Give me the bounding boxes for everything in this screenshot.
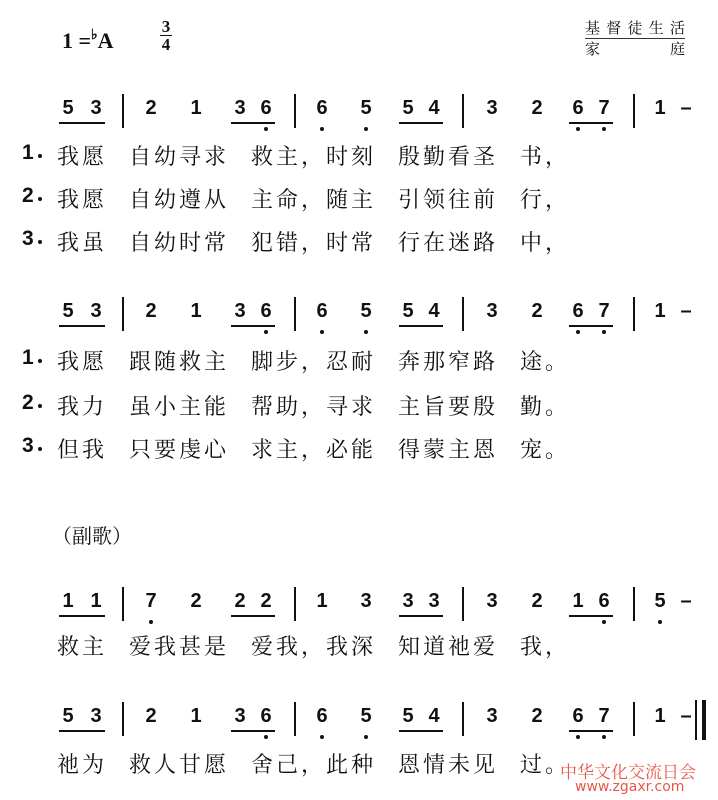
note: 7	[598, 705, 610, 727]
note: 3	[428, 590, 440, 612]
note: 5	[62, 705, 74, 727]
note: 5	[402, 97, 414, 119]
eighth-beam	[231, 615, 275, 617]
barline	[633, 702, 635, 736]
note: –	[680, 705, 692, 727]
source-credit: 基督徒生活 家 庭	[585, 19, 685, 58]
refrain-label: （副歌）	[52, 524, 132, 548]
barline	[122, 94, 124, 128]
note: 6	[572, 300, 584, 322]
note: 7	[598, 300, 610, 322]
barline	[122, 297, 124, 331]
eighth-beam	[569, 730, 613, 732]
note: 3	[360, 590, 372, 612]
octave-dot	[320, 330, 324, 334]
barline	[294, 702, 296, 736]
note: 3	[486, 590, 498, 612]
verse-number-dot	[38, 154, 42, 158]
note: 2	[531, 300, 543, 322]
note: 6	[260, 705, 272, 727]
lyric-line: 祂为 救人甘愿 舍己，此种 恩情未见 过。	[57, 753, 570, 778]
note: 5	[62, 97, 74, 119]
eighth-beam	[399, 615, 443, 617]
note: 3	[402, 590, 414, 612]
octave-dot	[264, 735, 268, 739]
verse-number: 3	[22, 227, 34, 250]
note: 5	[360, 300, 372, 322]
barline	[294, 94, 296, 128]
note: 3	[234, 97, 246, 119]
time-signature: 3 4	[161, 17, 171, 54]
verse-number-dot	[38, 240, 42, 244]
barline	[633, 297, 635, 331]
note: –	[680, 300, 692, 322]
lyric-line: 我愿 自幼遵从 主命，随主 引领往前 行，	[57, 188, 570, 213]
note: 5	[360, 705, 372, 727]
verse-number: 3	[22, 434, 34, 457]
note: 6	[316, 97, 328, 119]
note: 6	[260, 300, 272, 322]
verse-number-dot	[38, 404, 42, 408]
note: 5	[402, 705, 414, 727]
note: 3	[486, 97, 498, 119]
note: 6	[572, 705, 584, 727]
note: 4	[428, 705, 440, 727]
note: 3	[90, 300, 102, 322]
note: 6	[316, 300, 328, 322]
lyric-line: 但我 只要虔心 求主，必能 得蒙主恩 宠。	[57, 438, 570, 463]
eighth-beam	[569, 615, 613, 617]
note: 2	[145, 97, 157, 119]
note: 6	[260, 97, 272, 119]
note: 2	[145, 300, 157, 322]
octave-dot	[264, 127, 268, 131]
eighth-beam	[399, 325, 443, 327]
octave-dot	[264, 330, 268, 334]
barline	[633, 94, 635, 128]
note: 2	[260, 590, 272, 612]
eighth-beam	[569, 122, 613, 124]
note: 2	[234, 590, 246, 612]
octave-dot	[602, 735, 606, 739]
eighth-beam	[59, 615, 105, 617]
note: 2	[531, 590, 543, 612]
note: 4	[428, 97, 440, 119]
verse-number: 2	[22, 391, 34, 414]
note: 5	[62, 300, 74, 322]
note: 3	[486, 705, 498, 727]
eighth-beam	[59, 730, 105, 732]
note: 2	[190, 590, 202, 612]
octave-dot	[320, 127, 324, 131]
eighth-beam	[231, 730, 275, 732]
eighth-beam	[231, 325, 275, 327]
note: 2	[145, 705, 157, 727]
note: 7	[145, 590, 157, 612]
lyric-line: 我虽 自幼时常 犯错，时常 行在迷路 中，	[57, 231, 570, 256]
verse-number: 2	[22, 184, 34, 207]
eighth-beam	[59, 122, 105, 124]
note: 3	[234, 300, 246, 322]
barline	[122, 702, 124, 736]
note: 1	[62, 590, 74, 612]
note: 1	[572, 590, 584, 612]
octave-dot	[602, 330, 606, 334]
note: 6	[572, 97, 584, 119]
verse-number: 1	[22, 346, 34, 369]
note: –	[680, 590, 692, 612]
octave-dot	[658, 620, 662, 624]
eighth-beam	[399, 122, 443, 124]
note: 4	[428, 300, 440, 322]
lyric-line: 我愿 自幼寻求 救主，时刻 殷勤看圣 书，	[57, 145, 570, 170]
lyric-line: 我力 虽小主能 帮助，寻求 主旨要殷 勤。	[57, 395, 570, 420]
key-signature: 1 =♭A	[62, 28, 114, 53]
note: –	[680, 97, 692, 119]
watermark-url: www.zgaxr.com	[575, 779, 685, 795]
note: 1	[316, 590, 328, 612]
octave-dot	[576, 735, 580, 739]
eighth-beam	[399, 730, 443, 732]
note: 2	[531, 97, 543, 119]
note: 3	[234, 705, 246, 727]
barline	[633, 587, 635, 621]
octave-dot	[602, 620, 606, 624]
octave-dot	[576, 127, 580, 131]
note: 6	[316, 705, 328, 727]
note: 3	[486, 300, 498, 322]
note: 1	[190, 300, 202, 322]
final-barline-thick	[702, 700, 706, 740]
barline	[462, 94, 464, 128]
note: 7	[598, 97, 610, 119]
barline	[462, 702, 464, 736]
verse-number-dot	[38, 197, 42, 201]
octave-dot	[320, 735, 324, 739]
eighth-beam	[59, 325, 105, 327]
barline	[462, 297, 464, 331]
note: 5	[360, 97, 372, 119]
verse-number-dot	[38, 447, 42, 451]
lyric-line: 我愿 跟随救主 脚步，忍耐 奔那窄路 途。	[57, 350, 570, 375]
octave-dot	[149, 620, 153, 624]
lyric-line: 救主 爱我甚是 爱我，我深 知道祂爱 我，	[57, 635, 570, 660]
barline	[294, 297, 296, 331]
verse-number-dot	[38, 359, 42, 363]
watermark-text: 中华文化交流日会	[560, 763, 696, 783]
eighth-beam	[569, 325, 613, 327]
octave-dot	[364, 330, 368, 334]
note: 1	[190, 705, 202, 727]
note: 1	[654, 97, 666, 119]
note: 3	[90, 97, 102, 119]
octave-dot	[576, 330, 580, 334]
note: 2	[531, 705, 543, 727]
barline	[294, 587, 296, 621]
note: 1	[90, 590, 102, 612]
note: 5	[654, 590, 666, 612]
note: 1	[190, 97, 202, 119]
note: 5	[402, 300, 414, 322]
note: 1	[654, 705, 666, 727]
note: 3	[90, 705, 102, 727]
octave-dot	[364, 735, 368, 739]
eighth-beam	[231, 122, 275, 124]
barline	[462, 587, 464, 621]
verse-number: 1	[22, 141, 34, 164]
octave-dot	[364, 127, 368, 131]
note: 1	[654, 300, 666, 322]
barline	[122, 587, 124, 621]
note: 6	[598, 590, 610, 612]
final-barline-thin	[695, 700, 697, 740]
octave-dot	[602, 127, 606, 131]
